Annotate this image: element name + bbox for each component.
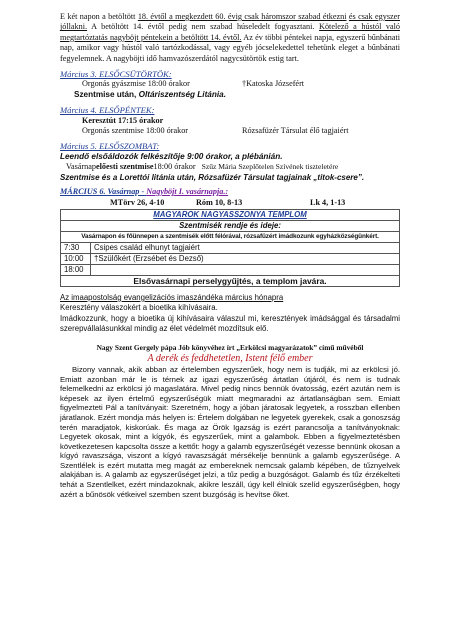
event-intention: Rózsafüzér Társulat élő tagjaiért [242,126,349,136]
event-time: Orgonás gyászmise 18:00 órakor [82,79,190,89]
article-body: Bizony vannak, akik abban az értelemben egyszerűek, hogy nem is tudják, mi az erkölcsi jó. Emiatt azonban már le is térnek az igazi egyszerűség ártatlan útjáról, és nem is tudnak felemelkedni az erkölcsi jó magaslatára. Mivel pedig nincs bennük óvatosság, ezért azután nem is képesek az ilyen értelmű egyszerűségük miatt megmaradni az ártatlanságban sem. Emiatt figyelmezteti Pál a tanítványait: Szeretném, hogy a jóban járatosak legyetek, a rosszban ellenben járatlanok. Ezért mondja más helyen is: Értelem dolgában ne legyetek gyerekek, csak a gonoszság terén maradjatok, kiskorúak. És maga az Örök Igazság is ezért parancsolja a tanítványoknak: Legyetek okosak, mint a kígyók, és egyszerűek, mint a galambok. Ebben a figyelmeztetésben következetesen kapcsolta össze a kettőt: hogy a galamb egyszerűségét vezesse bennünk okosan a kígyó ravaszsága, viszont a kígyó ravaszságát mérsékelje bennünk a galamb egyszerűsége. A Szentlélek is ezért mutatta meg magát az embereknek nemcsak galamb képében, de tűznyelvek alakjában is. A galamb az egyszerűséget jelzi, a tűz pedig a buzgóságot. Galamb és tűz érzékelteti tehát a Szentlelket, ezért mindazoknak, akikre leszáll, úgy kell élniük szelíd egyszerűségben, hogy azért a bűnösök vétkeivel szemben szent buzgóság is hevítse őket. [60,364,400,499]
mass-time: 18:00 [61,264,91,275]
communion-prep: Leendő elsőáldozók felkészítője 9:00 órakor, a plébánián. [60,151,283,161]
abstinence-rule-underlined: Kötelező a hústól való megtartóztatás nagyböjt péntekein a betöltött 14. évtől. [60,22,401,42]
event-time: 18:00 órakor [153,162,196,172]
church-name: MAGYAROK NAGYASSZONYA TEMPLOM [61,209,400,220]
table-row [61,242,400,253]
event-row [74,90,400,100]
mass-schedule-table [60,209,400,287]
bulletin-page [60,12,400,499]
event-row [82,79,400,89]
mass-intention: †Szülőkért (Erzsébet és Dezső) [91,253,400,264]
article-heading: A derék és feddhetetlen, Istent félő ember [147,352,313,364]
sunday-heading [60,187,400,197]
table-row [61,264,400,275]
event-time: Orgonás szentmise 18:00 órakor [82,126,189,136]
event-text: Szentmise után, [74,89,139,99]
fasting-rule-underlined: 18. évtől a megkezdett 60. évig csak háromszor szabad étkezni [137,12,347,21]
prayer-intention-line: Keresztény válaszokért a bioetika kihívásaira. [60,303,218,313]
table-row [61,253,400,264]
event-intention: †Katoska Józsefért [242,79,305,89]
sunday-feast: Nagyböjt I. vasárnapja.: [146,187,229,197]
collection-note: Elsővasárnapi perselygyűjtés, a templom javára. [61,275,400,286]
event-litany: Oltáriszentség Litánia. [138,89,226,99]
fasting-text: többi péntekei napja, egyszerű bűnbánati nap, amikor vagy hústól való tartózkodással, vagy egyéb jócselekedettel tehetünk eleget a bűnbánati fegyelemnek. A nagyböjti idő hamvazószerdától nagycsütörtök estig tart. [60,32,400,63]
stations-of-cross: Keresztút 17:15 órakor [82,115,164,125]
rosary-exchange: Szentmise és a Lorettói litánia után, Rózsafüzér Társulat tagjainak „titok-csere”. [60,172,365,182]
day-heading-march-4: Március 4. ELSŐPÉNTEK: [60,105,155,116]
mass-time: 10:00 [61,253,91,264]
event-row [66,162,400,172]
event-intention: Szűz Mária Szeplőtelen Szívének tiszteletére [201,162,339,172]
fasting-text: E két napon a betöltött [60,12,138,21]
fasting-text: Az év [241,32,263,42]
vigil-mass: előesti szentmise [96,162,154,172]
mass-intention [91,264,400,275]
prayer-intention-text: Imádkozzunk, hogy a bioetika új kihívásaira válaszul mi, keresztények imádsággal és társadalmi szerepvállalásunkkal mindig az élet védelmét mozdítsuk elő. [60,313,400,334]
day-heading-march-5: Március 5. ELSŐSZOMBAT: [60,141,160,152]
mass-order-label: Szentmisék rendje és ideje: [61,220,400,231]
event-text: Vasárnap [66,162,97,172]
mass-time: 7:30 [61,242,91,253]
article-source: Nagy Szent Gergely pápa Jób könyvéhez írt „Erkölcsi magyarázatok” című művéből [96,342,364,352]
fasting-rule-underlined: és csak egyszer jóllakni. [60,12,401,32]
readings-row [110,198,400,208]
reading-1: MTörv 26, 4-10 [110,197,165,207]
reading-gospel: Lk 4, 1-13 [310,197,346,207]
sunday-title: MÁRCIUS 6. Vasárnap - [60,187,147,197]
prayer-intention-title: Az imaapostolság evangelizációs imaszándéka március hónapra [60,292,284,302]
fasting-rules-paragraph [60,12,400,64]
event-row [82,126,400,136]
fasting-text: A betöltött 14. évtől pedig nem szabad húseledelt fogyasztani. [87,22,315,32]
reading-2: Róm 10, 8-13 [196,197,243,207]
rosary-note: Vasárnapon és főünnepen a szentmisék előtt félórával, rózsafüzért imádkozunk egyházközségünkért. [61,231,400,242]
day-heading-march-3: Március 3. ELSŐCSÜTÖRTÖK: [60,69,172,80]
mass-intention: Csipes család elhunyt tagjaiért [91,242,400,253]
